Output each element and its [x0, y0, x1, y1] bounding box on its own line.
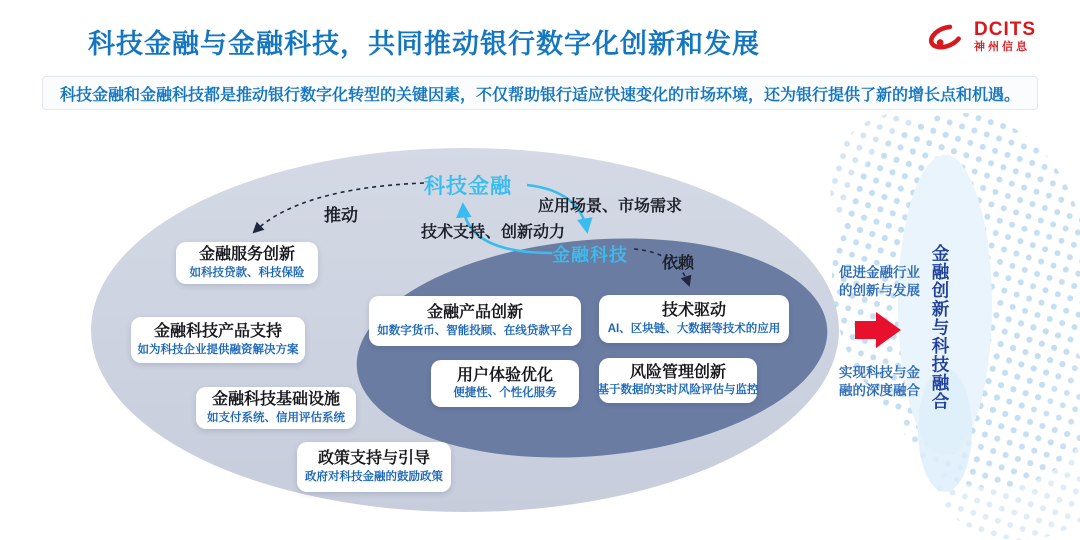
- node-technology-driven: [599, 295, 789, 343]
- page-title: 科技金融与金融科技，共同推动银行数字化创新和发展: [88, 29, 760, 59]
- node-subtitle: 如支付系统、信用评估系统: [207, 411, 345, 424]
- node-subtitle: 如科技贷款、科技保险: [189, 266, 305, 279]
- node-subtitle: 如为科技企业提供融资解决方案: [137, 343, 299, 356]
- node-risk-management-innovation: [599, 358, 757, 403]
- node-subtitle: 便捷性、个性化服务: [453, 387, 557, 400]
- node-title: 金融科技基础设施: [211, 391, 340, 409]
- node-user-experience-optimization: [431, 360, 579, 407]
- node-subtitle: 政府对科技金融的鼓励政策: [305, 470, 443, 483]
- node-title: 金融产品创新: [426, 304, 523, 322]
- node-subtitle: 如数字货币、智能投顾、在线贷款平台: [377, 324, 573, 337]
- node-title: 金融科技产品支持: [153, 323, 282, 341]
- node-title: 风险管理创新: [629, 363, 726, 381]
- node-financial-service-innovation: [176, 242, 318, 284]
- node-subtitle: AI、区块链、大数据等技术的应用: [607, 322, 781, 335]
- node-title: 金融服务创新: [198, 246, 295, 264]
- node-policy-support: [297, 442, 451, 492]
- company-logo: [926, 20, 1036, 54]
- fintech-label: 金融科技: [552, 245, 628, 265]
- node-subtitle: 基于数据的实时风险评估与监控: [597, 384, 759, 397]
- support-arrow-label: 技术支持、创新动力: [421, 224, 566, 241]
- outcome-promote-text: 促进金融行业的创新与发展: [839, 265, 920, 298]
- tech-finance-label: 科技金融: [424, 175, 512, 198]
- node-fintech-product-support: [131, 317, 305, 363]
- outcome-vertical-title: 金融创新与科技融合: [930, 244, 950, 411]
- outcome-achieve-text: 实现科技与金融的深度融合: [839, 365, 920, 398]
- summary-banner: 科技金融和金融科技都是推动银行数字化转型的关键因素，不仅帮助银行适应快速变化的市场环境，还为银行提供了新的增长点和机遇。: [42, 76, 1038, 110]
- push-arrow-label: 推动: [324, 206, 358, 225]
- node-title: 用户体验优化: [456, 366, 553, 384]
- demand-arrow-label: 应用场景、市场需求: [538, 198, 683, 215]
- node-title: 技术驱动: [661, 302, 726, 320]
- node-fintech-infrastructure: [196, 387, 356, 429]
- logo-brand-text: DCITS: [974, 19, 1036, 40]
- node-title: 政策支持与引导: [317, 450, 430, 468]
- node-financial-product-innovation: [369, 296, 581, 346]
- depend-arrow-label: 依赖: [662, 255, 695, 272]
- logo-company-text: 神州信息: [974, 41, 1030, 53]
- dcits-swirl-icon: [926, 20, 968, 54]
